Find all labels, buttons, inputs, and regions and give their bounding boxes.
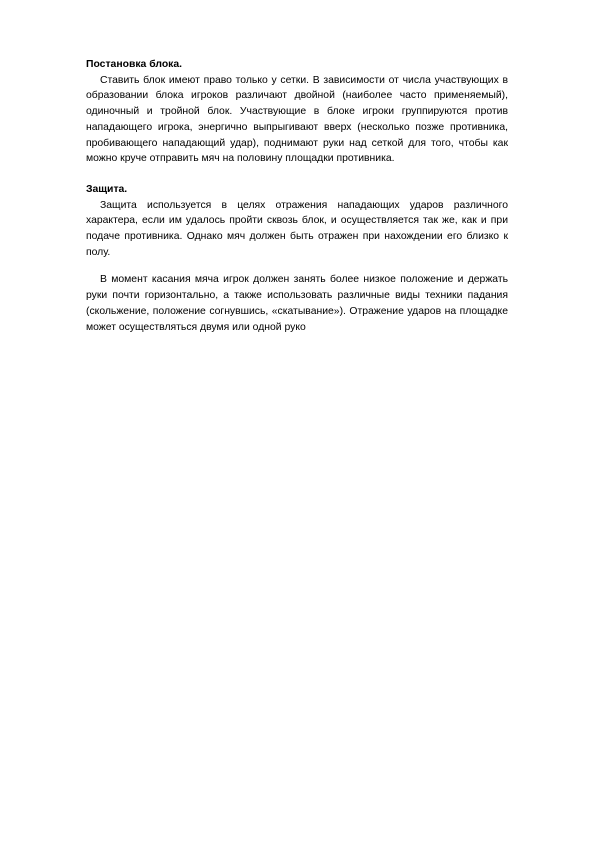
paragraph-block: Ставить блок имеют право только у сетки. В зависимости от числа участвующих в образовании блока игроков различают двойной (наиболее часто применяемый), одиночный и тройной блок. Участвующие в блоке игроки группируются против нападающего игрока, энергично выпрыгивают вверх (несколько позже противника, пробивающего нападающий удар), поднимают руки над сеткой для того, чтобы как можно круче отправить мяч на половину площадки противника.	[86, 74, 508, 165]
paragraph-defense-1: Защита используется в целях отражения нападающих ударов различного характера, если им удалось пройти сквозь блок, и осуществляется так же, как и при подаче противника. Однако мяч должен быть отражен при нахождении его близко к полу.	[86, 199, 508, 258]
document-page	[86, 57, 508, 335]
paragraph-spacer	[86, 260, 508, 272]
section-defense	[86, 182, 508, 335]
section-block	[86, 57, 508, 167]
paragraph-defense-2: В момент касания мяча игрок должен занять более низкое положение и держать руки почти горизонтально, а также использовать различные виды техники падания (скольжение, положение согнувшись, «скатывание»). Отражение ударов на площадке может осуществляться двумя или одной руко	[86, 274, 508, 333]
section-heading-defense: Защита.	[86, 183, 128, 195]
section-spacer	[86, 167, 508, 182]
section-heading-block: Постановка блока.	[86, 59, 183, 70]
